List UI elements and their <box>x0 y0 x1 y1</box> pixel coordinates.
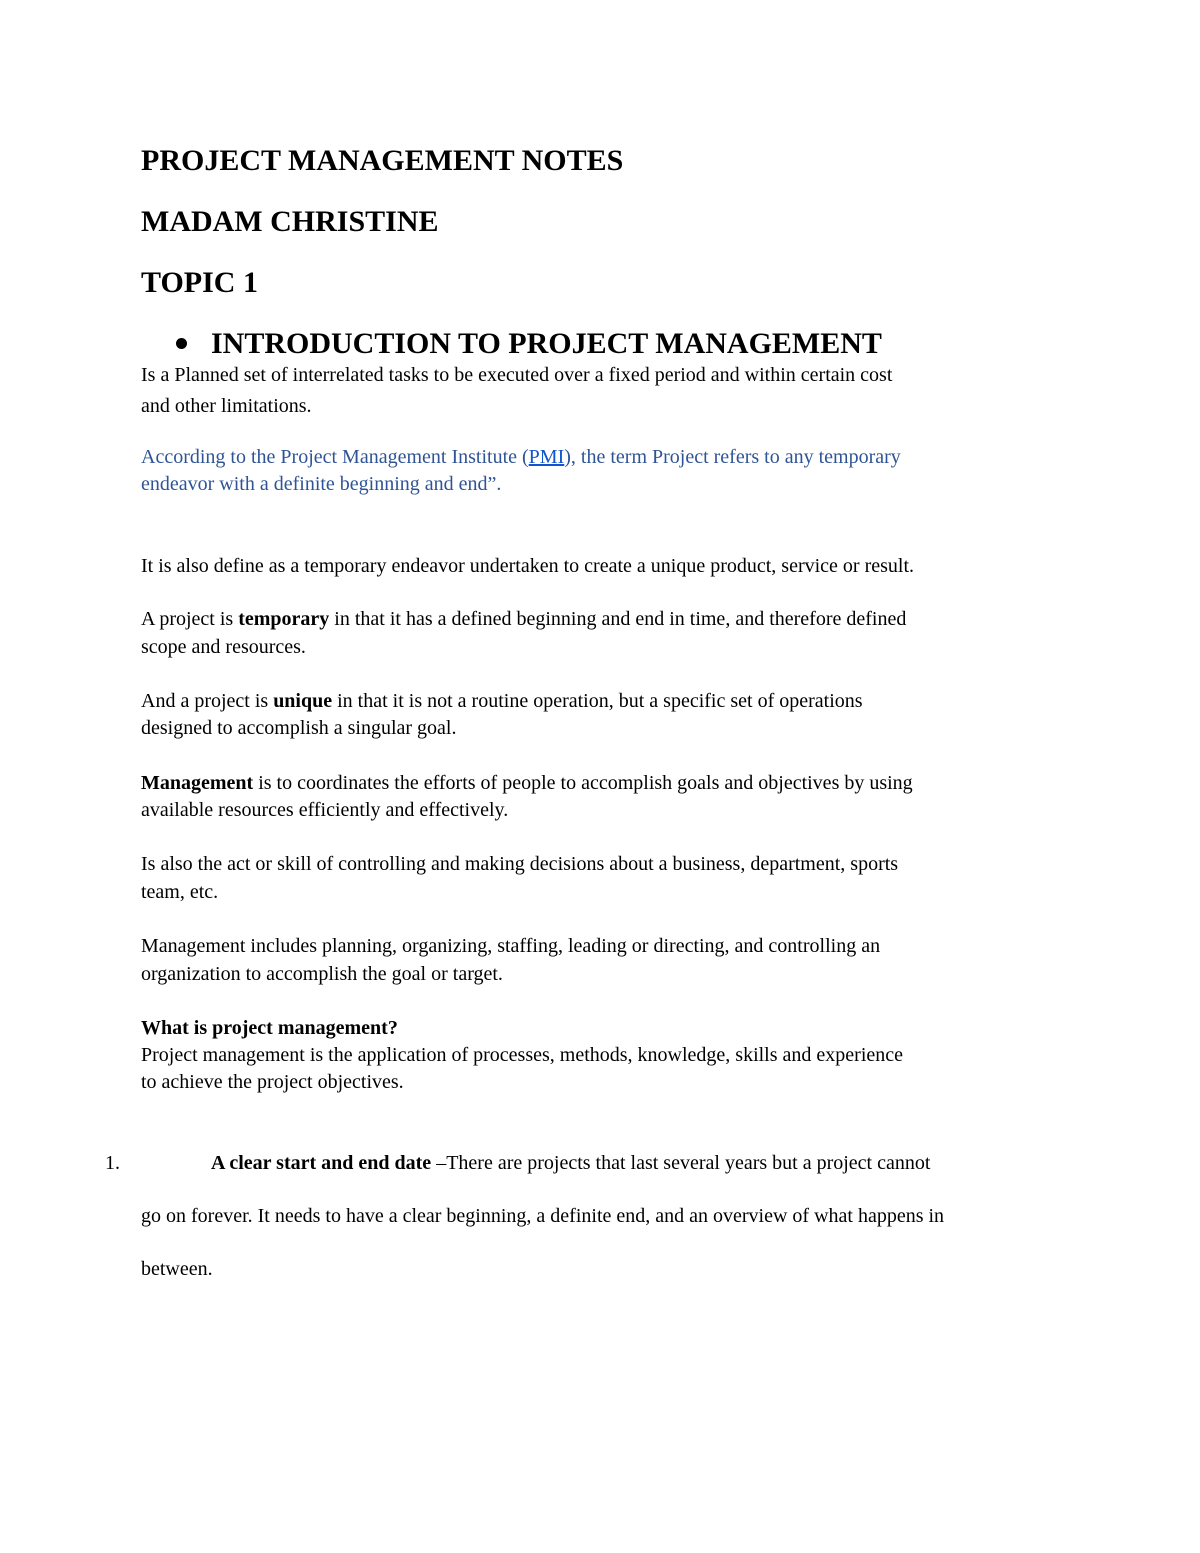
pmi-definition-line-2: endeavor with a definite beginning and end”. <box>141 473 502 495</box>
temporary-text-post: in that it has a defined beginning and end in time, and therefore defined <box>329 608 907 630</box>
document-author: MADAM CHRISTINE <box>141 205 439 238</box>
temporary-line-2: scope and resources. <box>141 636 306 658</box>
topic-heading: TOPIC 1 <box>141 266 258 299</box>
list-item-text-post: –There are projects that last several years but a project cannot <box>431 1152 931 1174</box>
pmi-text-post: ), the term Project refers to any temporary <box>564 446 901 468</box>
list-item-title: A clear start and end date <box>211 1152 432 1174</box>
intro-line-1: Is a Planned set of interrelated tasks to be executed over a fixed period and within certain cost <box>141 364 893 386</box>
includes-line-1: Management includes planning, organizing, staffing, leading or directing, and controlling an <box>141 935 881 957</box>
also-define-paragraph: It is also define as a temporary endeavor undertaken to create a unique product, service or result. <box>141 555 915 577</box>
pmi-text-pre: According to the Project Management Institute ( <box>141 446 529 468</box>
answer-line-2: to achieve the project objectives. <box>141 1071 404 1093</box>
unique-text-post: in that it is not a routine operation, but a specific set of operations <box>332 690 863 712</box>
act-line-2: team, etc. <box>141 881 219 903</box>
management-text-post: is to coordinates the efforts of people to accomplish goals and objectives by using <box>253 772 913 794</box>
pmi-link[interactable]: PMI <box>528 446 565 468</box>
pmi-definition-line-1 <box>141 444 901 471</box>
bullet-heading: INTRODUCTION TO PROJECT MANAGEMENT <box>211 327 882 360</box>
unique-line-1 <box>141 688 863 715</box>
document-title: PROJECT MANAGEMENT NOTES <box>141 144 624 177</box>
list-item-line-3: between. <box>141 1258 213 1280</box>
list-item-line-2: go on forever. It needs to have a clear beginning, a definite end, and an overview of what happens in <box>141 1205 945 1227</box>
answer-line-1: Project management is the application of processes, methods, knowledge, skills and experience <box>141 1044 904 1066</box>
temporary-keyword: temporary <box>238 608 330 630</box>
temporary-text-pre: A project is <box>141 608 239 630</box>
management-line-2: available resources efficiently and effectively. <box>141 799 509 821</box>
intro-line-2: and other limitations. <box>141 395 312 417</box>
includes-line-2: organization to accomplish the goal or target. <box>141 963 503 985</box>
list-item-number: 1. <box>105 1152 120 1174</box>
bullet-icon <box>176 338 187 349</box>
act-line-1: Is also the act or skill of controlling and making decisions about a business, department, sports <box>141 853 899 875</box>
management-keyword: Management <box>141 772 254 794</box>
temporary-line-1 <box>141 606 906 633</box>
unique-text-pre: And a project is <box>141 690 274 712</box>
list-item-line-1 <box>211 1150 930 1177</box>
management-line-1 <box>141 770 913 797</box>
unique-line-2: designed to accomplish a singular goal. <box>141 717 457 739</box>
unique-keyword: unique <box>273 690 333 712</box>
question-heading: What is project management? <box>141 1017 398 1039</box>
